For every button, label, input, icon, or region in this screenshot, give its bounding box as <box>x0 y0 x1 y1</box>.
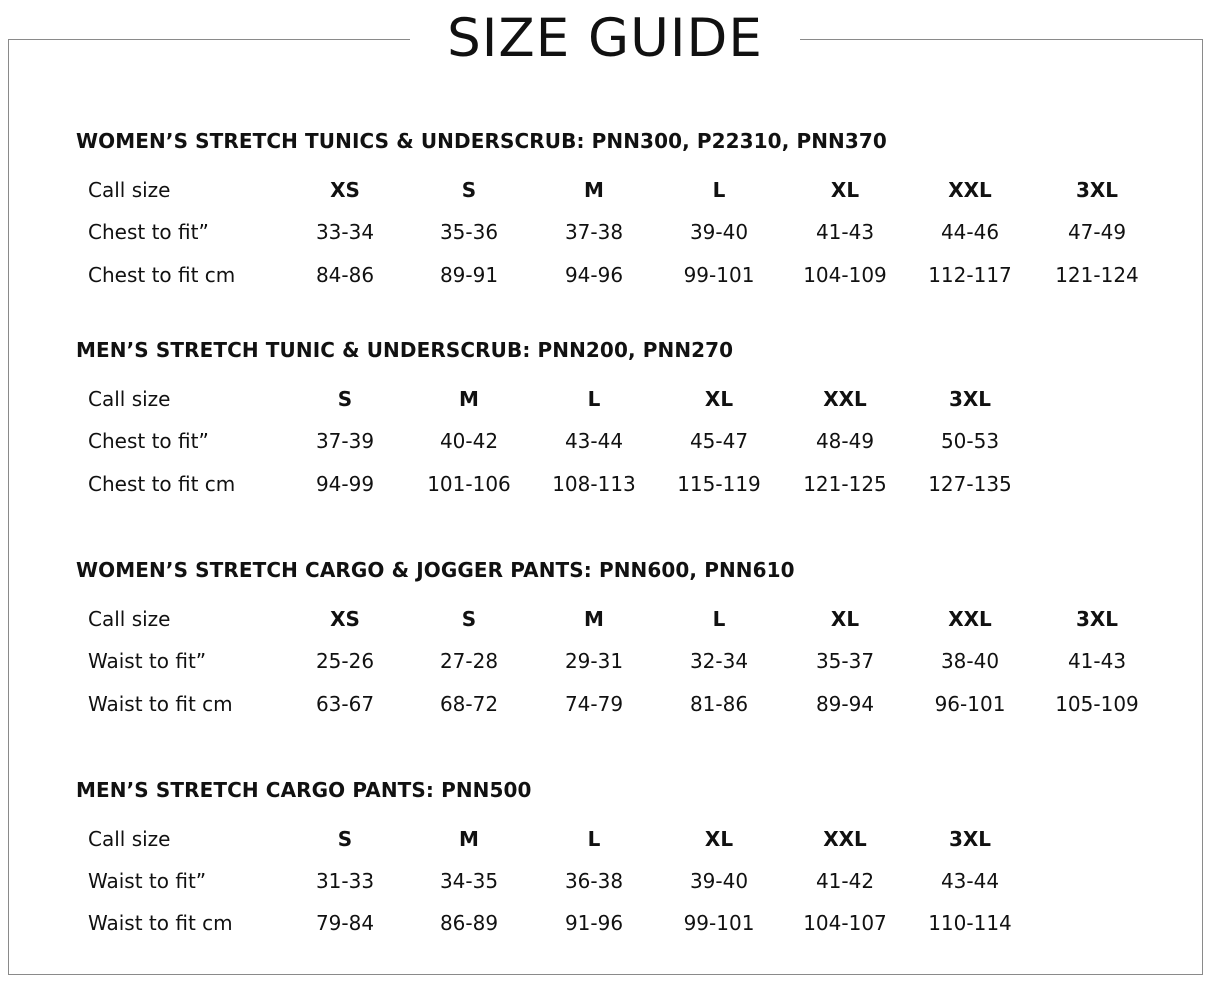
measure-cell: 43-44 <box>564 429 624 453</box>
measure-cell: 121-125 <box>803 472 887 496</box>
size-cell: S <box>337 387 353 411</box>
measure-cell: 101-106 <box>427 472 511 496</box>
table-row-waist-inches <box>0 646 1210 676</box>
size-cell: 3XL <box>948 827 992 851</box>
measure-cell: 35-36 <box>439 220 499 244</box>
measure-cell: 29-31 <box>564 649 624 673</box>
measure-cell: 27-28 <box>439 649 499 673</box>
section-heading-mens-pants: MEN’S STRETCH CARGO PANTS: PNN500 <box>76 778 532 802</box>
size-cell: 3XL <box>948 387 992 411</box>
measure-cell: 81-86 <box>689 692 749 716</box>
measure-cell: 99-101 <box>683 263 755 287</box>
measure-cell: 41-43 <box>815 220 875 244</box>
row-label: Call size <box>88 387 171 411</box>
size-cell: S <box>461 178 477 202</box>
measure-cell: 25-26 <box>315 649 375 673</box>
table-row-chest-cm <box>0 469 1210 499</box>
table-row-call-size <box>0 384 1210 414</box>
measure-cell: 96-101 <box>934 692 1006 716</box>
size-cell: L <box>587 827 601 851</box>
measure-cell: 112-117 <box>928 263 1012 287</box>
table-row-waist-inches <box>0 866 1210 896</box>
measure-cell: 48-49 <box>815 429 875 453</box>
measure-cell: 84-86 <box>315 263 375 287</box>
measure-cell: 104-107 <box>803 911 887 935</box>
size-cell: XS <box>330 178 360 202</box>
measure-cell: 34-35 <box>439 869 499 893</box>
page-title: SIZE GUIDE <box>447 8 763 69</box>
row-label: Chest to fit” <box>88 429 209 453</box>
row-label: Call size <box>88 827 171 851</box>
section-heading-womens-pants: WOMEN’S STRETCH CARGO & JOGGER PANTS: PNN600, PNN610 <box>76 558 795 582</box>
measure-cell: 91-96 <box>564 911 624 935</box>
frame-top-right-line <box>800 39 1203 40</box>
measure-cell: 50-53 <box>940 429 1000 453</box>
measure-cell: 68-72 <box>439 692 499 716</box>
table-row-chest-inches <box>0 217 1210 247</box>
size-cell: XL <box>704 387 734 411</box>
table-row-waist-cm <box>0 689 1210 719</box>
section-heading-womens-tunics: WOMEN’S STRETCH TUNICS & UNDERSCRUB: PNN300, P22310, PNN370 <box>76 129 887 153</box>
measure-cell: 35-37 <box>815 649 875 673</box>
row-label: Chest to fit cm <box>88 263 236 287</box>
measure-cell: 79-84 <box>315 911 375 935</box>
measure-cell: 89-94 <box>815 692 875 716</box>
table-row-call-size <box>0 604 1210 634</box>
row-label: Chest to fit cm <box>88 472 236 496</box>
measure-cell: 105-109 <box>1055 692 1139 716</box>
table-row-chest-inches <box>0 426 1210 456</box>
measure-cell: 99-101 <box>683 911 755 935</box>
measure-cell: 33-34 <box>315 220 375 244</box>
size-cell: 3XL <box>1075 178 1119 202</box>
size-cell: M <box>459 387 479 411</box>
measure-cell: 43-44 <box>940 869 1000 893</box>
measure-cell: 127-135 <box>928 472 1012 496</box>
measure-cell: 47-49 <box>1067 220 1127 244</box>
size-cell: XL <box>830 607 860 631</box>
size-cell: M <box>459 827 479 851</box>
measure-cell: 41-42 <box>815 869 875 893</box>
measure-cell: 110-114 <box>928 911 1012 935</box>
size-cell: XS <box>330 607 360 631</box>
row-label: Chest to fit” <box>88 220 209 244</box>
size-cell: L <box>587 387 601 411</box>
size-cell: 3XL <box>1075 607 1119 631</box>
measure-cell: 104-109 <box>803 263 887 287</box>
measure-cell: 36-38 <box>564 869 624 893</box>
size-cell: L <box>712 607 726 631</box>
frame-top-left-line <box>8 39 410 40</box>
size-cell: M <box>584 607 604 631</box>
size-cell: M <box>584 178 604 202</box>
measure-cell: 45-47 <box>689 429 749 453</box>
row-label: Call size <box>88 607 171 631</box>
table-row-call-size <box>0 175 1210 205</box>
table-row-call-size <box>0 824 1210 854</box>
measure-cell: 74-79 <box>564 692 624 716</box>
row-label: Waist to fit” <box>88 869 207 893</box>
measure-cell: 86-89 <box>439 911 499 935</box>
size-cell: XXL <box>948 607 992 631</box>
measure-cell: 63-67 <box>315 692 375 716</box>
size-cell: XL <box>704 827 734 851</box>
measure-cell: 37-38 <box>564 220 624 244</box>
table-row-chest-cm <box>0 260 1210 290</box>
measure-cell: 44-46 <box>940 220 1000 244</box>
measure-cell: 38-40 <box>940 649 1000 673</box>
measure-cell: 108-113 <box>552 472 636 496</box>
row-label: Call size <box>88 178 171 202</box>
size-cell: XXL <box>948 178 992 202</box>
measure-cell: 121-124 <box>1055 263 1139 287</box>
size-cell: L <box>712 178 726 202</box>
measure-cell: 31-33 <box>315 869 375 893</box>
measure-cell: 94-96 <box>564 263 624 287</box>
measure-cell: 39-40 <box>689 220 749 244</box>
row-label: Waist to fit” <box>88 649 207 673</box>
measure-cell: 39-40 <box>689 869 749 893</box>
table-row-waist-cm <box>0 908 1210 938</box>
size-cell: S <box>461 607 477 631</box>
size-cell: XL <box>830 178 860 202</box>
measure-cell: 40-42 <box>439 429 499 453</box>
row-label: Waist to fit cm <box>88 692 233 716</box>
measure-cell: 89-91 <box>439 263 499 287</box>
measure-cell: 32-34 <box>689 649 749 673</box>
size-cell: XXL <box>823 387 867 411</box>
size-cell: S <box>337 827 353 851</box>
size-cell: XXL <box>823 827 867 851</box>
measure-cell: 94-99 <box>315 472 375 496</box>
section-heading-mens-tunic: MEN’S STRETCH TUNIC & UNDERSCRUB: PNN200, PNN270 <box>76 338 734 362</box>
measure-cell: 41-43 <box>1067 649 1127 673</box>
row-label: Waist to fit cm <box>88 911 233 935</box>
measure-cell: 37-39 <box>315 429 375 453</box>
measure-cell: 115-119 <box>677 472 761 496</box>
